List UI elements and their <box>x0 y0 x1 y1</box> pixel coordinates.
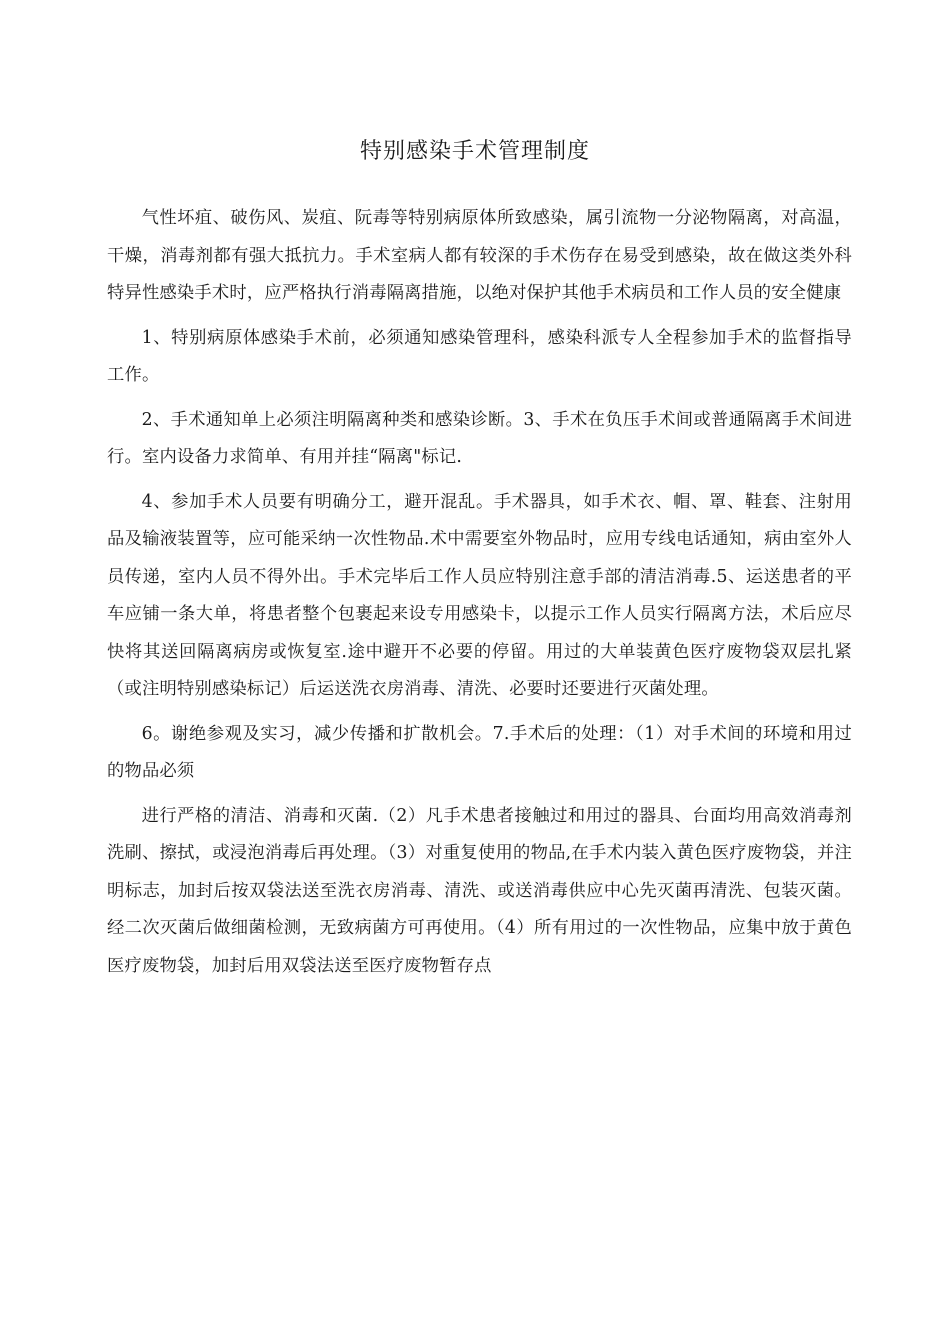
paragraph-disposal: 进行严格的清洁、消毒和灭菌.（2）凡手术患者接触过和用过的器具、台面均用高效消毒剂洗刷、擦拭，或浸泡消毒后再处理。（3）对重复使用的物品,在手术内装入黄色医疗废物袋，并注明标志，加封后按双袋法送至洗衣房消毒、清洗、或送消毒供应中心先灭菌再清洗、包装灭菌。经二次灭菌后做细菌检测，无致病菌方可再使用。（4）所有用过的一次性物品，应集中放于黄色医疗废物袋，加封后用双袋法送至医疗废物暂存点 <box>107 805 852 976</box>
document-body <box>107 200 852 992</box>
paragraph-item-2-3: 2、手术通知单上必须注明隔离种类和感染诊断。3、手术在负压手术间或普通隔离手术间进行。室内设备力求简单、有用并挂“隔离"标记. <box>107 409 852 467</box>
document-title: 特别感染手术管理制度 <box>359 139 590 164</box>
paragraph-item-6-7: 6。谢绝参观及实习，减少传播和扩散机会。7.手术后的处理：（1）对手术间的环境和用过的物品必须 <box>107 723 853 781</box>
paragraph-item-4-5: 4、参加手术人员要有明确分工，避开混乱。手术器具，如手术衣、帽、罩、鞋套、注射用品及输液装置等，应可能采纳一次性物品.术中需要室外物品时，应用专线电话通知，病由室外人员传递，室内人员不得外出。手术完毕后工作人员应特别注意手部的清洁消毒.5、运送患者的平车应铺一条大单，将患者整个包裹起来设专用感染卡，以提示工作人员实行隔离方法，术后应尽快将其送回隔离病房或恢复室.途中避开不必要的停留。用过的大单装黄色医疗废物袋双层扎紧（或注明特别感染标记）后运送洗衣房消毒、清洗、必要时还要进行灭菌处理。 <box>107 491 852 699</box>
paragraph-intro: 气性坏疽、破伤风、炭疽、阮毒等特别病原体所致感染，属引流物一分泌物隔离，对高温，干燥，消毒剂都有强大抵抗力。手术室病人都有较深的手术伤存在易受到感染，故在做这类外科特异性感染手术时，应严格执行消毒隔离措施，以绝对保护其他手术病员和工作人员的安全健康 <box>107 208 852 303</box>
paragraph-item-1: 1、特别病原体感染手术前，必须通知感染管理科，感染科派专人全程参加手术的监督指导工作。 <box>107 327 852 385</box>
